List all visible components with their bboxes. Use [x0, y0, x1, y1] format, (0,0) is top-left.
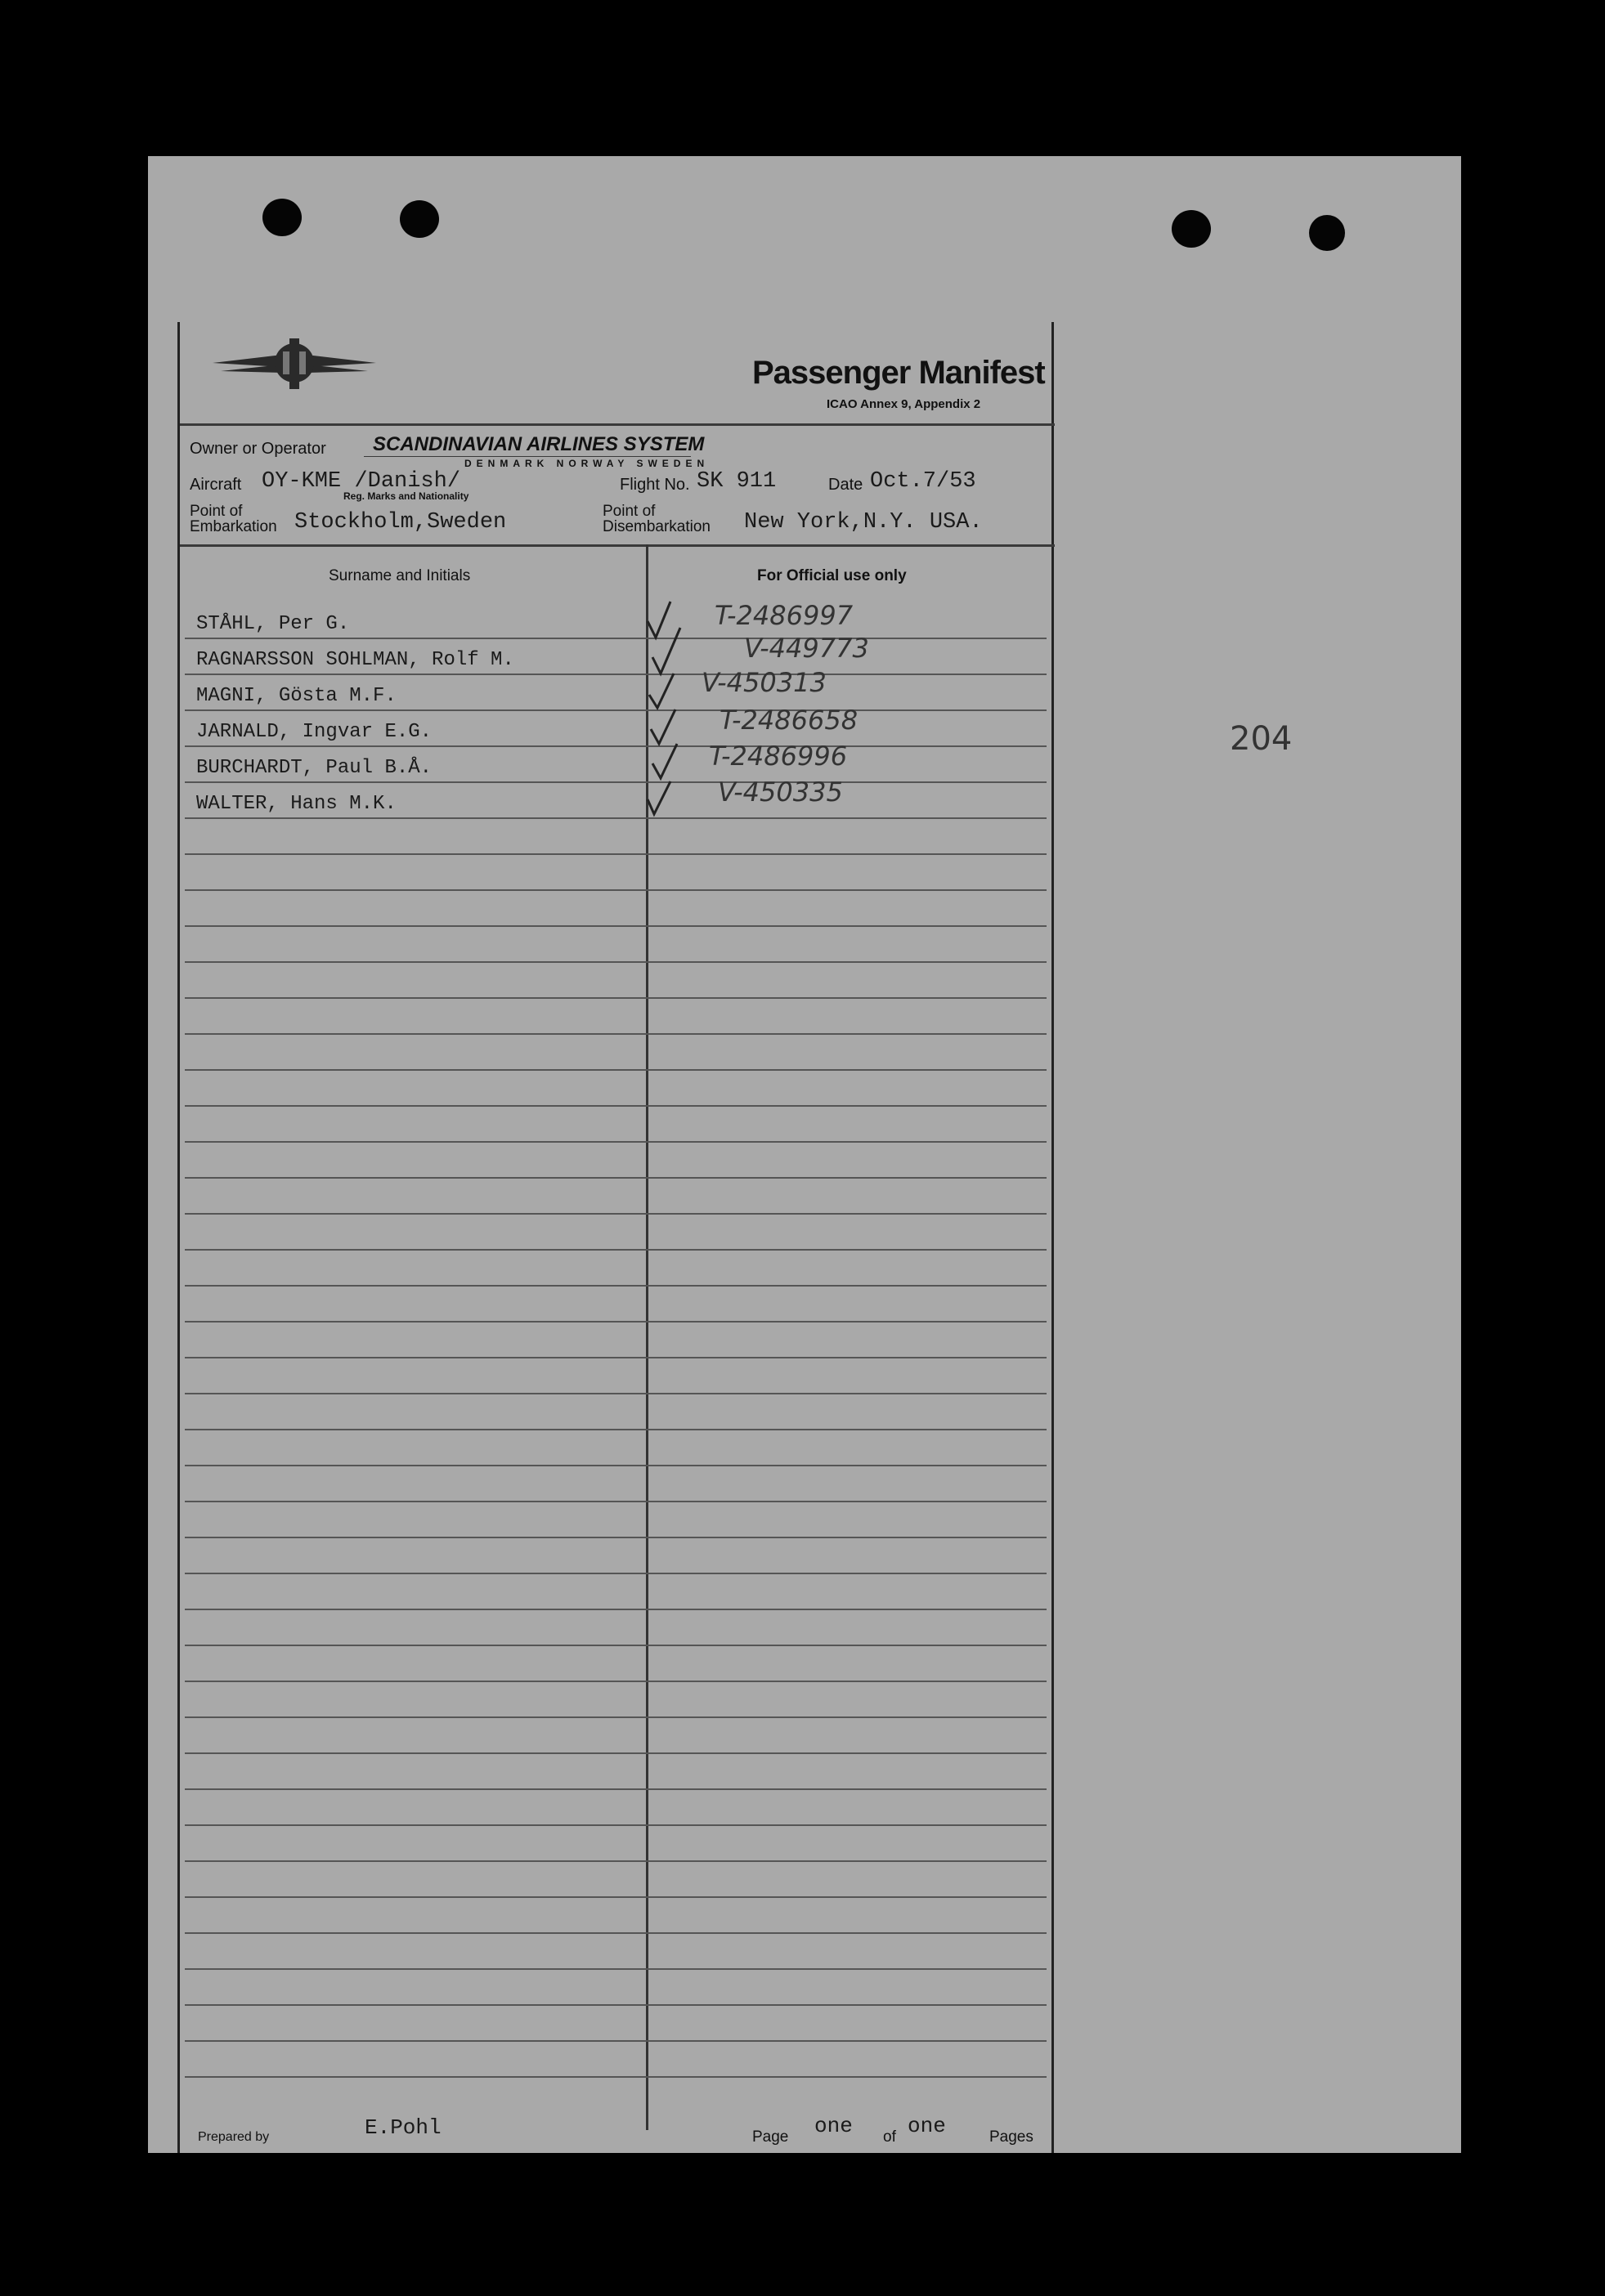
ruled-line: [185, 1788, 1047, 1790]
ruled-line: [185, 1645, 1047, 1646]
passenger-official-number: T-2486997: [715, 600, 854, 631]
embark-label: [190, 504, 277, 535]
check-mark-icon: [649, 674, 674, 708]
ruled-line: [185, 1465, 1047, 1466]
disembark-value: New York,N.Y. USA.: [744, 510, 983, 535]
passenger-official-number: T-2486996: [709, 741, 848, 772]
ruled-line: [185, 1393, 1047, 1394]
flight-label: Flight No.: [620, 476, 690, 494]
prepared-value: E.Pohl: [365, 2115, 442, 2140]
form-subtitle: ICAO Annex 9, Appendix 2: [827, 397, 981, 411]
owner-value: SCANDINAVIAN AIRLINES SYSTEM: [373, 433, 705, 455]
check-mark-icon: [651, 709, 675, 744]
check-mark-icon: [652, 744, 677, 778]
date-value: Oct.7/53: [870, 469, 976, 494]
ruled-line: [185, 1429, 1047, 1430]
disembark-label: [603, 504, 711, 535]
aircraft-label: Aircraft: [190, 476, 242, 494]
underline: [364, 456, 691, 457]
stamp-number: 204: [1230, 720, 1293, 758]
ruled-line: [185, 1752, 1047, 1754]
ruled-line: [185, 1357, 1047, 1358]
ruled-line: [185, 1213, 1047, 1215]
ruled-line: [185, 1033, 1047, 1035]
column-header-official: For Official use only: [757, 567, 907, 584]
passenger-official-number: T-2486658: [720, 705, 859, 736]
of-label: of: [883, 2128, 896, 2146]
passenger-name: BURCHARDT, Paul B.Å.: [196, 757, 433, 779]
ruled-line: [185, 1860, 1047, 1862]
ruled-line: [185, 1896, 1047, 1898]
passenger-name: MAGNI, Gösta M.F.: [196, 685, 397, 707]
embark-label-line2: Embarkation: [190, 518, 277, 535]
punch-hole: [1309, 215, 1345, 251]
ruled-line: [185, 1177, 1047, 1179]
punch-hole: [262, 199, 302, 236]
manifest-sheet: [148, 156, 1461, 2153]
ruled-line: [185, 638, 1047, 639]
check-marks: [638, 600, 703, 821]
check-mark-icon: [648, 781, 670, 814]
ruled-line: [185, 1932, 1047, 1934]
passenger-official-number: V-449773: [744, 633, 869, 664]
ruled-line: [185, 1609, 1047, 1610]
page-label: Page: [752, 2128, 789, 2146]
reg-label: Reg. Marks and Nationality: [343, 490, 469, 502]
ruled-line: [185, 997, 1047, 999]
column-header-surname: Surname and Initials: [329, 567, 471, 584]
divider: [180, 544, 1055, 547]
ruled-line: [185, 925, 1047, 927]
owner-label: Owner or Operator: [190, 440, 326, 458]
embark-value: Stockholm,Sweden: [294, 510, 507, 535]
ruled-line: [185, 1285, 1047, 1287]
date-label: Date: [828, 476, 863, 494]
passenger-name: WALTER, Hans M.K.: [196, 793, 397, 815]
ruled-line: [185, 1681, 1047, 1682]
ruled-line: [185, 817, 1047, 819]
ruled-line: [185, 889, 1047, 891]
flight-value: SK 911: [697, 469, 777, 494]
passenger-name: JARNALD, Ingvar E.G.: [196, 721, 433, 743]
ruled-line: [185, 853, 1047, 855]
ruled-line: [185, 1537, 1047, 1538]
divider: [180, 423, 1055, 426]
ruled-line: [185, 2004, 1047, 2006]
ruled-line: [185, 1573, 1047, 1574]
ruled-line: [185, 1968, 1047, 1970]
embark-label-line1: Point of: [190, 503, 243, 520]
ruled-line: [185, 1824, 1047, 1826]
ruled-line: [185, 1105, 1047, 1107]
form-title: Passenger Manifest: [752, 355, 1045, 391]
passenger-name: RAGNARSSON SOHLMAN, Rolf M.: [196, 649, 514, 671]
aircraft-value: OY-KME /Danish/: [262, 469, 461, 494]
ruled-line: [185, 1501, 1047, 1502]
ruled-line: [185, 709, 1047, 711]
ruled-line: [185, 1716, 1047, 1718]
punch-hole: [1172, 210, 1211, 248]
disembark-label-line2: Disembarkation: [603, 518, 711, 535]
prepared-label: Prepared by: [198, 2130, 270, 2144]
passenger-official-number: V-450313: [702, 667, 827, 698]
punch-hole: [400, 200, 439, 238]
pages-label: Pages: [989, 2128, 1033, 2146]
airline-logo-icon: [204, 330, 384, 396]
ruled-line: [185, 745, 1047, 747]
page-value: one: [814, 2114, 853, 2138]
passenger-name: STÅHL, Per G.: [196, 613, 350, 635]
ruled-line: [185, 674, 1047, 675]
ruled-line: [185, 2076, 1047, 2078]
owner-countries: DENMARK NORWAY SWEDEN: [464, 458, 710, 469]
manifest-form: [177, 322, 1054, 2153]
ruled-line: [185, 961, 1047, 963]
check-mark-icon: [648, 602, 670, 638]
ruled-line: [185, 2040, 1047, 2042]
ruled-line: [185, 781, 1047, 783]
ruled-line: [185, 1321, 1047, 1323]
ruled-line: [185, 1069, 1047, 1071]
ruled-line: [185, 1141, 1047, 1143]
passenger-official-number: V-450335: [718, 777, 843, 808]
disembark-label-line1: Point of: [603, 503, 656, 520]
ruled-line: [185, 1249, 1047, 1251]
of-value: one: [908, 2114, 946, 2138]
